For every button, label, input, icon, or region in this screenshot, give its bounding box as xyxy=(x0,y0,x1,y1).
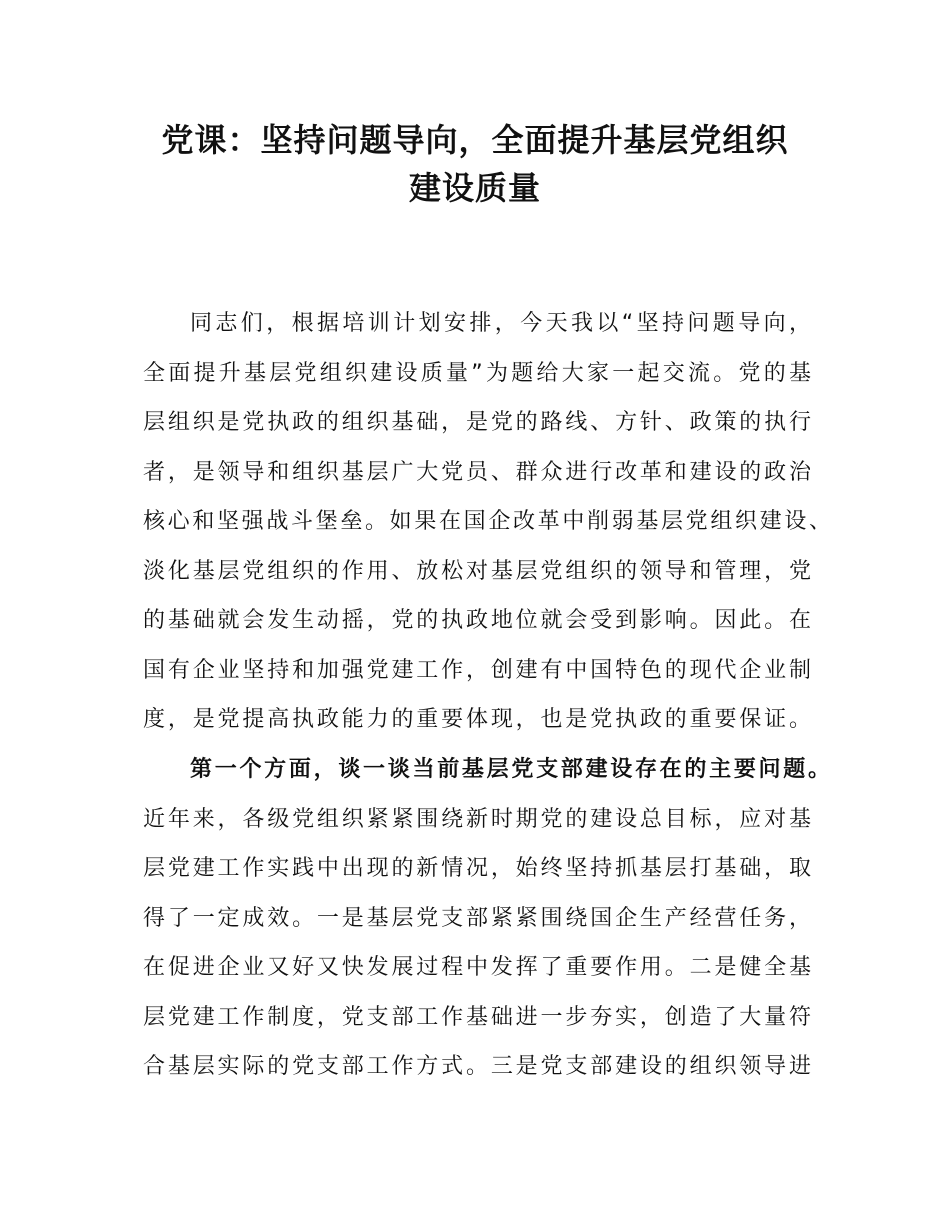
paragraph-line: 合基层实际的党支部工作方式。三是党支部建设的组织领导进 xyxy=(143,1054,811,1079)
paragraph-line: 近年来，各级党组织紧紧围绕新时期党的建设总目标，应对基 xyxy=(143,807,811,832)
paragraph-line: 度，是党提高执政能力的重要体现，也是党执政的重要保证。 xyxy=(143,707,811,732)
section-heading: 第一个方面，谈一谈当前基层党支部建设存在的主要问题。 xyxy=(190,757,830,782)
paragraph-line: 得了一定成效。一是基层党支部紧紧围绕国企生产经营任务， xyxy=(143,906,811,931)
paragraph-line: 层组织是党执政的组织基础，是党的路线、方针、政策的执行 xyxy=(143,410,811,435)
title-line: 建设质量 xyxy=(408,169,541,207)
paragraph-line: 淡化基层党组织的作用、放松对基层党组织的领导和管理，党 xyxy=(143,559,811,584)
paragraph-line: 国有企业坚持和加强党建工作，创建有中国特色的现代企业制 xyxy=(143,658,811,683)
paragraph-line: 的基础就会发生动摇，党的执政地位就会受到影响。因此。在 xyxy=(143,608,811,633)
title-line: 党课：坚持问题导向，全面提升基层党组织 xyxy=(161,121,789,159)
paragraph-line: 在促进企业又好又快发展过程中发挥了重要作用。二是健全基 xyxy=(143,955,811,980)
paragraph-line: 层党建工作实践中出现的新情况，始终坚持抓基层打基础，取 xyxy=(143,856,811,881)
paragraph-line: 者，是领导和组织基层广大党员、群众进行改革和建设的政治 xyxy=(143,460,811,485)
paragraph-line: 同志们，根据培训计划安排，今天我以“坚持问题导向， xyxy=(190,311,811,336)
paragraph-line: 全面提升基层党组织建设质量”为题给大家一起交流。党的基 xyxy=(143,361,811,386)
paragraph-line: 层党建工作制度，党支部工作基础进一步夯实，创造了大量符 xyxy=(143,1005,811,1030)
paragraph-line: 核心和坚强战斗堡垒。如果在国企改革中削弱基层党组织建设、 xyxy=(143,509,831,534)
